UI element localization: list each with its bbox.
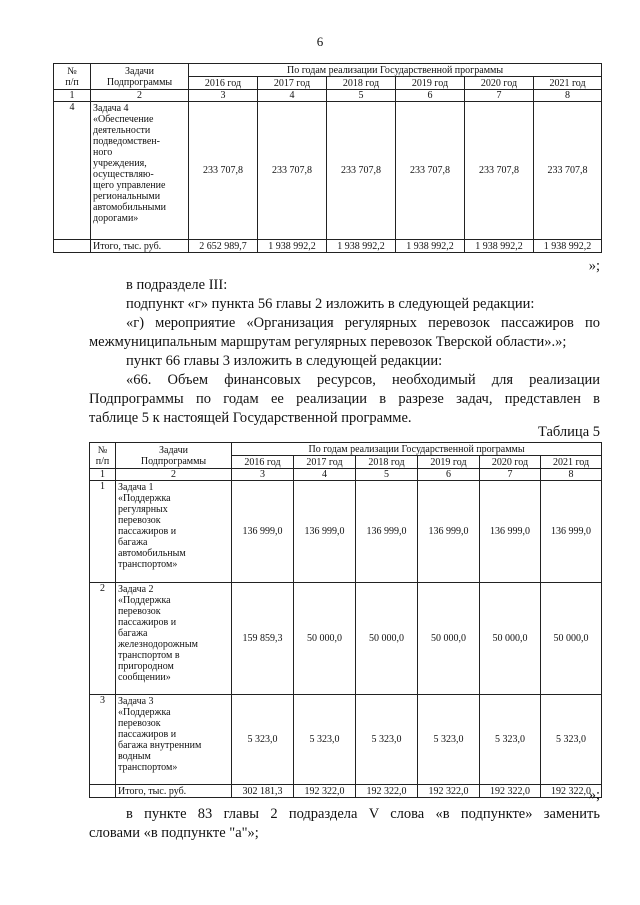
header-year: 2018 год <box>356 456 418 469</box>
col-index: 8 <box>534 90 602 102</box>
total-value: 192 322,0 <box>541 785 602 798</box>
total-row <box>54 240 602 253</box>
row-value: 233 707,8 <box>189 102 258 240</box>
total-value: 1 938 992,2 <box>258 240 327 253</box>
row-task: Задача 4 «Обеспечение деятельности подведомствен- ного учреждения, осуществляю- щего управление региональными автомобильными дорогами» <box>91 102 189 240</box>
header-years-span: По годам реализации Государственной программы <box>189 64 602 77</box>
col-index: 4 <box>294 469 356 481</box>
row-value: 50 000,0 <box>356 583 418 695</box>
row-value: 5 323,0 <box>356 695 418 785</box>
header-year: 2016 год <box>232 456 294 469</box>
row-value: 5 323,0 <box>232 695 294 785</box>
row-value: 136 999,0 <box>232 481 294 583</box>
row-num: 2 <box>90 583 116 695</box>
total-value: 1 938 992,2 <box>396 240 465 253</box>
col-index: 8 <box>541 469 602 481</box>
closing-quote: »; <box>588 258 600 274</box>
total-label: Итого, тыс. руб. <box>91 240 189 253</box>
page-number: 6 <box>316 34 324 49</box>
header-year: 2017 год <box>258 77 327 90</box>
header-year: 2019 год <box>418 456 480 469</box>
header-tasks: Задачи Подпрограммы <box>116 443 232 469</box>
row-value: 136 999,0 <box>418 481 480 583</box>
table-caption: Таблица 5 <box>537 424 600 440</box>
col-index: 6 <box>418 469 480 481</box>
total-value: 192 322,0 <box>418 785 480 798</box>
row-value: 5 323,0 <box>294 695 356 785</box>
closing-quote: »; <box>588 787 600 803</box>
header-year: 2021 год <box>541 456 602 469</box>
row-value: 233 707,8 <box>465 102 534 240</box>
total-label: Итого, тыс. руб. <box>116 785 232 798</box>
total-value: 1 938 992,2 <box>327 240 396 253</box>
row-value: 136 999,0 <box>541 481 602 583</box>
col-index: 7 <box>480 469 541 481</box>
paragraph: в подразделе III: <box>126 277 228 293</box>
row-value: 136 999,0 <box>356 481 418 583</box>
row-value: 159 859,3 <box>232 583 294 695</box>
paragraph: «г) мероприятие «Организация регулярных перевозок пассажиров по <box>126 315 600 331</box>
row-task: Задача 2 «Поддержка перевозок пассажиров и багажа железнодорожным транспортом в пригородном сообщении» <box>116 583 232 695</box>
header-num: № п/п <box>54 64 91 90</box>
row-value: 50 000,0 <box>480 583 541 695</box>
col-index: 5 <box>356 469 418 481</box>
col-index: 3 <box>232 469 294 481</box>
paragraph: таблице 5 к настоящей Государственной программе. <box>89 410 412 426</box>
col-index: 7 <box>465 90 534 102</box>
table-row <box>54 102 602 240</box>
row-value: 136 999,0 <box>294 481 356 583</box>
total-value: 192 322,0 <box>294 785 356 798</box>
row-num: 4 <box>54 102 91 240</box>
total-value: 2 652 989,7 <box>189 240 258 253</box>
row-num: 3 <box>90 695 116 785</box>
total-value: 302 181,3 <box>232 785 294 798</box>
header-year: 2021 год <box>534 77 602 90</box>
col-index: 2 <box>91 90 189 102</box>
total-value: 1 938 992,2 <box>534 240 602 253</box>
row-value: 50 000,0 <box>418 583 480 695</box>
header-tasks: Задачи Подпрограммы <box>91 64 189 90</box>
paragraph: «66. Объем финансовых ресурсов, необходимый для реализации <box>126 372 600 388</box>
row-value: 233 707,8 <box>258 102 327 240</box>
row-value: 5 323,0 <box>418 695 480 785</box>
table-row <box>90 583 602 695</box>
table-row <box>90 481 602 583</box>
program-table-continued <box>53 63 602 253</box>
paragraph: межмуниципальным маршрутам регулярных перевозок Тверской области».»; <box>89 334 567 350</box>
total-value: 192 322,0 <box>356 785 418 798</box>
col-index: 6 <box>396 90 465 102</box>
row-value: 233 707,8 <box>396 102 465 240</box>
col-index: 2 <box>116 469 232 481</box>
col-index: 3 <box>189 90 258 102</box>
paragraph: Подпрограммы по годам ее реализации в разрезе задач, представлен в <box>89 391 600 407</box>
row-value: 233 707,8 <box>534 102 602 240</box>
row-value: 233 707,8 <box>327 102 396 240</box>
col-index: 5 <box>327 90 396 102</box>
col-index: 1 <box>90 469 116 481</box>
header-year: 2020 год <box>480 456 541 469</box>
header-year: 2020 год <box>465 77 534 90</box>
row-value: 5 323,0 <box>541 695 602 785</box>
col-index: 1 <box>54 90 91 102</box>
row-num: 1 <box>90 481 116 583</box>
header-year: 2018 год <box>327 77 396 90</box>
table-row <box>90 695 602 785</box>
table-5 <box>89 442 602 798</box>
row-task: Задача 1 «Поддержка регулярных перевозок пассажиров и багажа автомобильным транспортом» <box>116 481 232 583</box>
header-years-span: По годам реализации Государственной программы <box>232 443 602 456</box>
row-task: Задача 3 «Поддержка перевозок пассажиров и багажа внутренним водным транспортом» <box>116 695 232 785</box>
total-value: 192 322,0 <box>480 785 541 798</box>
header-year: 2019 год <box>396 77 465 90</box>
total-empty <box>54 240 91 253</box>
row-value: 5 323,0 <box>480 695 541 785</box>
header-num: № п/п <box>90 443 116 469</box>
row-value: 50 000,0 <box>294 583 356 695</box>
paragraph: в пункте 83 главы 2 подраздела V слова «в подпункте» заменить <box>126 806 600 822</box>
paragraph: пункт 66 главы 3 изложить в следующей редакции: <box>126 353 443 369</box>
header-year: 2017 год <box>294 456 356 469</box>
col-index: 4 <box>258 90 327 102</box>
row-value: 50 000,0 <box>541 583 602 695</box>
paragraph: подпункт «г» пункта 56 главы 2 изложить в следующей редакции: <box>126 296 535 312</box>
total-value: 1 938 992,2 <box>465 240 534 253</box>
row-value: 136 999,0 <box>480 481 541 583</box>
header-year: 2016 год <box>189 77 258 90</box>
paragraph: словами «в подпункте "а"»; <box>89 825 259 841</box>
